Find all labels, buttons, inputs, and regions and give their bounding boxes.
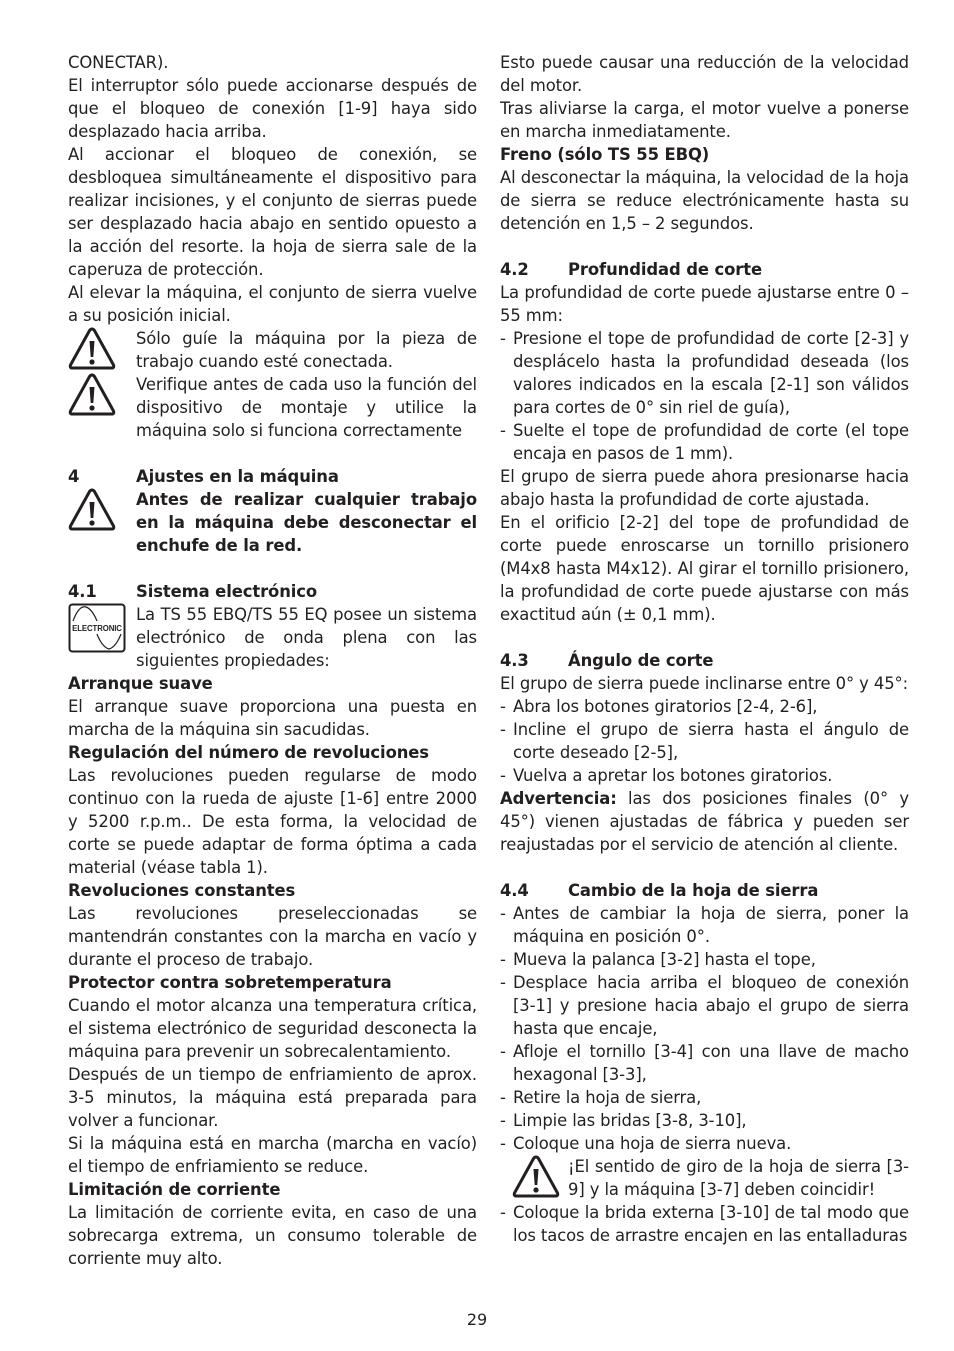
list-item (500, 1201, 909, 1247)
list-item-text: Vuelva a apretar los botones giratorios. (513, 766, 833, 785)
warning-text: Antes de realizar cualquier trabajo en la máquina debe desconectar el enchufe de la red. (136, 490, 477, 555)
subheading: Arranque suave (68, 674, 213, 693)
section-title: Cambio de la hoja de sierra (568, 881, 819, 900)
list-dash: - (500, 329, 506, 348)
list-dash: - (500, 950, 506, 969)
list-item-text: Presione el tope de profundidad de corte [2-3] y desplácelo hasta la profundidad deseada (los valores indicados en la escala [2-1] son válidos para cortes de 0° sin riel de guía), (513, 329, 909, 417)
warning-text: Verifique antes de cada uso la función del dispositivo de montaje y utilice la máquina solo si funciona correctamente (136, 375, 477, 440)
list-item-text: Coloque la brida externa [3-10] de tal modo que los tacos de arrastre encajen en las entalladuras (513, 1203, 909, 1245)
section-heading (68, 580, 477, 603)
paragraph: El arranque suave proporciona una puesta en marcha de la máquina sin sacudidas. (68, 697, 477, 739)
warning-note (500, 1155, 909, 1201)
warning-note (68, 373, 477, 442)
list-item-text: Mueva la palanca [3-2] hasta el tope, (513, 950, 816, 969)
section-number: 4.2 (500, 260, 529, 279)
list-dash: - (500, 421, 506, 440)
list-item (500, 1132, 909, 1155)
list-item-text: Limpie las bridas [3-8, 3-10], (513, 1111, 747, 1130)
electronic-note (68, 603, 477, 672)
paragraph: Esto puede causar una reducción de la velocidad del motor. (500, 53, 909, 95)
subheading: Limitación de corriente (68, 1180, 281, 1199)
section-title: Sistema electrónico (136, 582, 318, 601)
section-title: Ajustes en la máquina (136, 467, 339, 486)
warning-icon (68, 488, 136, 557)
subheading: Regulación del número de revoluciones (68, 743, 429, 762)
list-item-text: Retire la hoja de sierra, (513, 1088, 702, 1107)
warning-text: Sólo guíe la máquina por la pieza de trabajo cuando esté conectada. (136, 329, 477, 371)
section-heading (500, 258, 909, 281)
advertencia-label: Advertencia: (500, 789, 617, 808)
subheading: Revoluciones constantes (68, 881, 296, 900)
section-heading (500, 879, 909, 902)
list-dash: - (500, 766, 506, 785)
right-column (500, 51, 909, 1247)
paragraph: Si la máquina está en marcha (marcha en vacío) el tiempo de enfriamiento se reduce. (68, 1134, 477, 1176)
section-number: 4.4 (500, 881, 529, 900)
paragraph: El interruptor sólo puede accionarse después de que el bloqueo de conexión [1-9] haya sido desplazado hacia arriba. (68, 76, 477, 141)
section-heading (500, 649, 909, 672)
list-dash: - (500, 1088, 506, 1107)
list-item-text: Coloque una hoja de sierra nueva. (513, 1134, 792, 1153)
electronic-icon (68, 603, 136, 672)
list-item (500, 1109, 909, 1132)
list-item (500, 971, 909, 1040)
subheading: Protector contra sobretemperatura (68, 973, 392, 992)
left-column (68, 51, 477, 1270)
list-item-text: Afloje el tornillo [3-4] con una llave de macho hexagonal [3-3], (513, 1042, 909, 1084)
list-item-text: Suelte el tope de profundidad de corte (el tope encaja en pasos de 1 mm). (513, 421, 909, 463)
list-dash: - (500, 720, 506, 739)
list-dash: - (500, 904, 506, 923)
paragraph: El grupo de sierra puede ahora presionarse hacia abajo hasta la profundidad de corte ajustada. (500, 467, 909, 509)
list-item (500, 764, 909, 787)
section-title: Ángulo de corte (568, 651, 714, 670)
paragraph: Al accionar el bloqueo de conexión, se desbloquea simultáneamente el dispositivo para realizar incisiones, y el conjunto de sierras puede ser desplazado hacia abajo en sentido opuesto a la acción del resorte. la hoja de sierra sale de la caperuza de protección. (68, 145, 477, 279)
section-heading (68, 465, 477, 488)
section-title: Profundidad de corte (568, 260, 762, 279)
list-item (500, 902, 909, 948)
paragraph: La profundidad de corte puede ajustarse entre 0 – 55 mm: (500, 283, 909, 325)
paragraph: Después de un tiempo de enfriamiento de aprox. 3-5 minutos, la máquina está preparada para volver a funcionar. (68, 1065, 477, 1130)
list-dash: - (500, 1111, 506, 1130)
advertencia-paragraph (500, 787, 909, 856)
list-item (500, 327, 909, 419)
paragraph: Tras aliviarse la carga, el motor vuelve a ponerse en marcha inmediatamente. (500, 99, 909, 141)
warning-note (68, 488, 477, 557)
list-item-text: Abra los botones giratorios [2-4, 2-6], (513, 697, 818, 716)
electronic-label: ELECTRONIC (72, 624, 122, 633)
warning-icon (68, 373, 136, 442)
section-number: 4.3 (500, 651, 529, 670)
warning-icon (68, 327, 136, 373)
advertencia-text: las dos posiciones finales (0° y 45°) vienen ajustadas de fábrica y pueden ser reajustadas por el servicio de atención al cliente. (500, 789, 909, 854)
list-item-text: Desplace hacia arriba el bloqueo de conexión [3-1] y presione hacia abajo el grupo de sierra hasta que encaje, (513, 973, 909, 1038)
list-item (500, 695, 909, 718)
paragraph: La TS 55 EBQ/TS 55 EQ posee un sistema electrónico de onda plena con las siguientes propiedades: (136, 605, 477, 670)
warning-text: ¡El sentido de giro de la hoja de sierra [3-9] y la máquina [3-7] deben coincidir! (568, 1157, 909, 1199)
list-dash: - (500, 973, 506, 992)
list-item-text: Incline el grupo de sierra hasta el ángulo de corte deseado [2-5], (513, 720, 909, 762)
section-number: 4.1 (68, 582, 97, 601)
list-dash: - (500, 1203, 506, 1222)
list-item-text: Antes de cambiar la hoja de sierra, poner la máquina en posición 0°. (513, 904, 909, 946)
paragraph: El grupo de sierra puede inclinarse entre 0° y 45°: (500, 674, 909, 693)
warning-icon (500, 1155, 568, 1201)
paragraph: Las revoluciones pueden regularse de modo continuo con la rueda de ajuste [1-6] entre 2000 y 5200 r.p.m.. De esta forma, la velocidad de corte se puede adaptar de forma óptima a cada material (véase tabla 1). (68, 766, 477, 877)
page-number: 29 (466, 1310, 488, 1329)
warning-note (68, 327, 477, 373)
paragraph: CONECTAR). (68, 53, 169, 72)
list-item (500, 419, 909, 465)
paragraph: Las revoluciones preseleccionadas se mantendrán constantes con la marcha en vacío y durante el proceso de trabajo. (68, 904, 477, 969)
list-dash: - (500, 1042, 506, 1061)
list-dash: - (500, 697, 506, 716)
paragraph: Al elevar la máquina, el conjunto de sierra vuelve a su posición inicial. (68, 283, 477, 325)
section-number: 4 (68, 467, 80, 486)
subheading: Freno (sólo TS 55 EBQ) (500, 145, 710, 164)
list-item (500, 1086, 909, 1109)
list-item (500, 948, 909, 971)
paragraph: Cuando el motor alcanza una temperatura crítica, el sistema electrónico de seguridad desconecta la máquina para prevenir un sobrecalentamiento. (68, 996, 477, 1061)
paragraph: Al desconectar la máquina, la velocidad de la hoja de sierra se reduce electrónicamente hasta su detención en 1,5 – 2 segundos. (500, 168, 909, 233)
paragraph: En el orificio [2-2] del tope de profundidad de corte puede enroscarse un tornillo prisionero (M4x8 hasta M4x12). Al girar el tornillo prisionero, la profundidad de corte puede ajustarse con más exactitud aún (± 0,1 mm). (500, 513, 909, 624)
list-dash: - (500, 1134, 506, 1153)
list-item (500, 718, 909, 764)
paragraph: La limitación de corriente evita, en caso de una sobrecarga extrema, un consumo tolerable de corriente muy alto. (68, 1203, 477, 1268)
list-item (500, 1040, 909, 1086)
